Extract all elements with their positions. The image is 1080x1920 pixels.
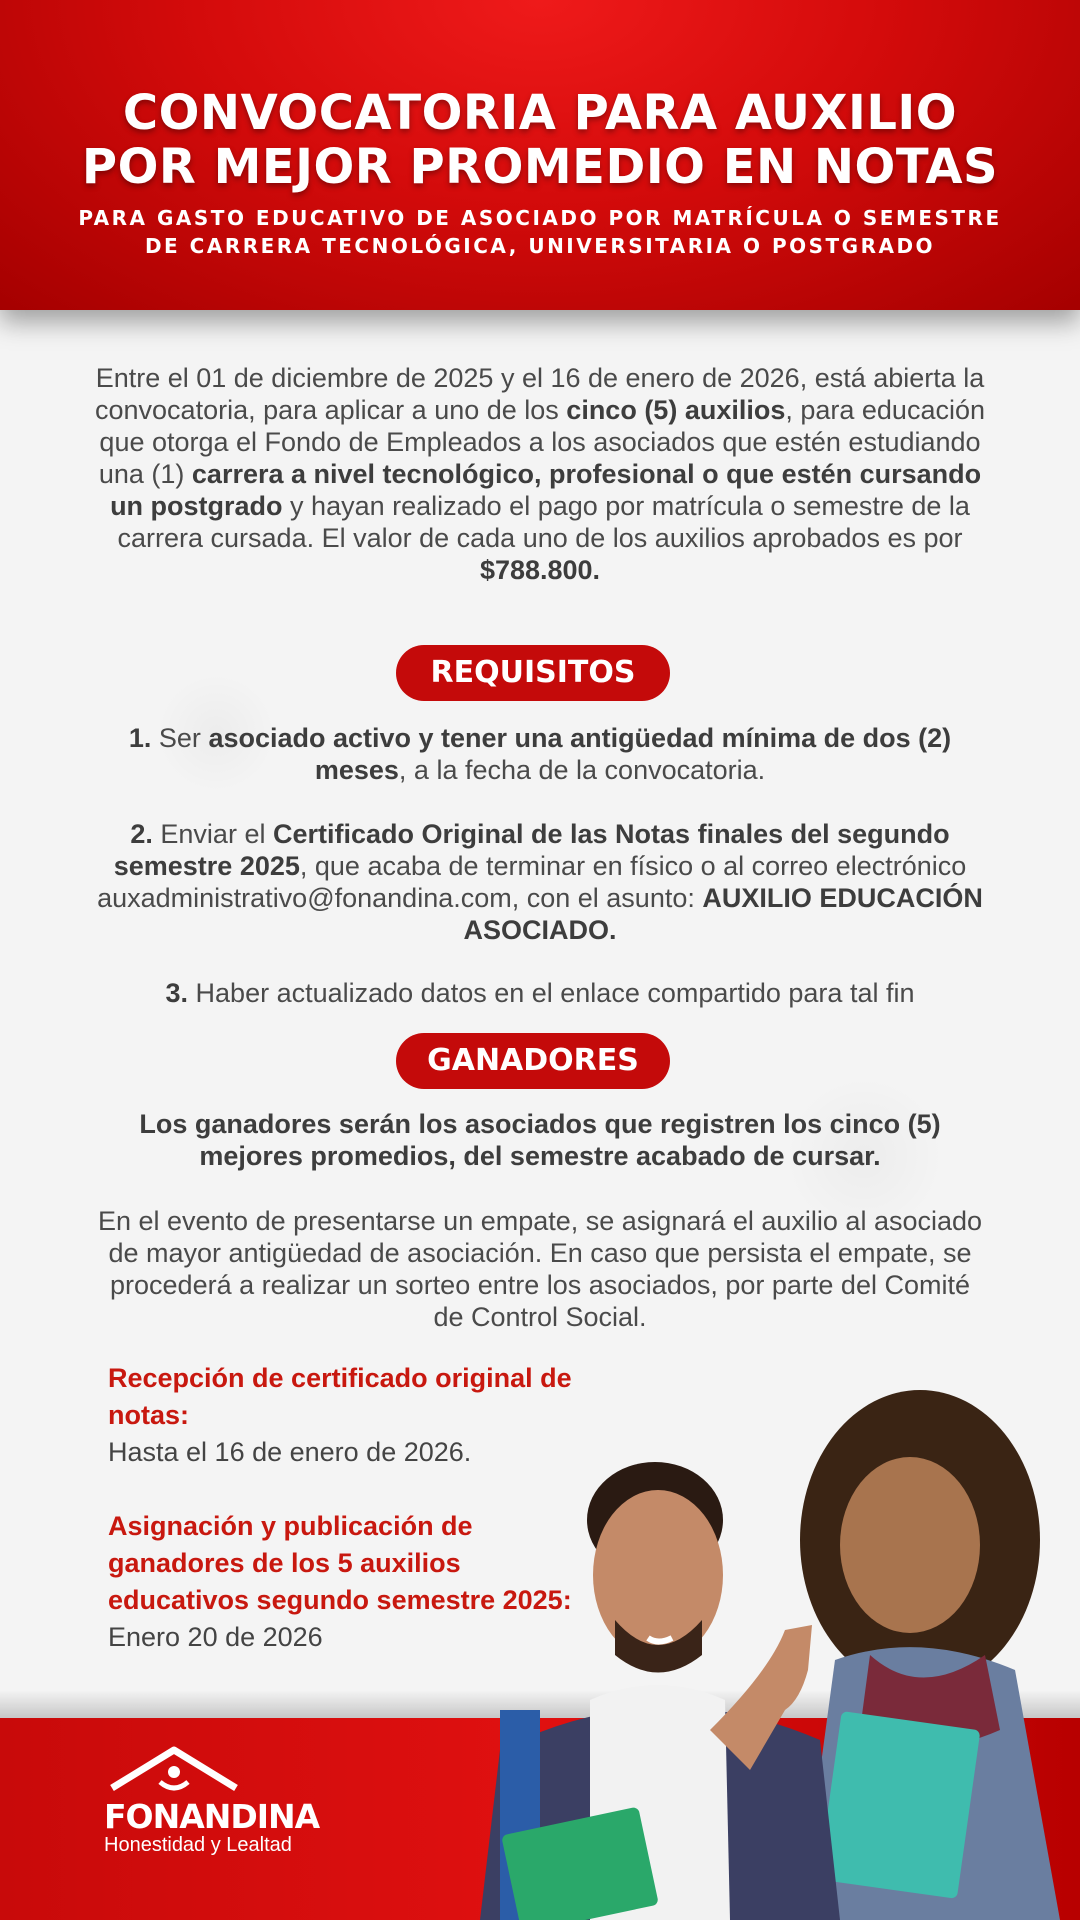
requirement-2-text-c: , que acaba de terminar en físico o al correo electrónico auxadministrativo@fonandina.com, con el asunto: xyxy=(97,851,967,913)
auxilio-amount: $788.800. xyxy=(479,555,601,585)
intro-text-3: y hayan realizado el pago por matrícula o semestre de la carrera cursada. El valor de cada uno de los auxilios aprobados es por xyxy=(117,491,970,553)
requirement-2-text-a: Enviar el xyxy=(152,819,273,849)
logo-tagline: Honestidad y Lealtad xyxy=(104,1834,292,1856)
requirement-2 xyxy=(90,818,990,946)
requirement-1 xyxy=(90,722,990,786)
tie-breaker-paragraph: En el evento de presentarse un empate, se asignará el auxilio al asociado de mayor antigüedad de asociación. En caso que persista el empate, se procederá a realizar un sorteo entre los asociados, por parte del Comité de Control Social. xyxy=(97,1206,983,1332)
student-woman xyxy=(800,1390,1060,1920)
requisitos-heading: REQUISITOS xyxy=(396,645,670,701)
requirement-1-bold: asociado activo y tener una antigüedad mínima de dos (2) meses xyxy=(208,723,952,785)
requirement-2-bold: Certificado Original de las Notas finales del segundo semestre 2025 xyxy=(113,819,950,881)
winners-statement: Los ganadores serán los asociados que registren los cinco (5) mejores promedios, del semestre acabado de cursar. xyxy=(139,1109,941,1171)
logo-brand-name: FONANDINA xyxy=(104,1797,320,1836)
requirement-1-text-a: Ser xyxy=(151,723,209,753)
intro-bold-1: cinco (5) auxilios xyxy=(566,395,786,425)
title-line-1: CONVOCATORIA PARA AUXILIO xyxy=(122,85,958,141)
requirement-1-number: 1. xyxy=(128,723,152,753)
date-2-value: Enero 20 de 2026 xyxy=(108,1622,323,1652)
requirement-3-number: 3. xyxy=(165,978,189,1008)
ganadores-heading: GANADORES xyxy=(396,1033,670,1089)
intro-bold-2: carrera a nivel tecnológico, profesional o que estén cursando un postgrado xyxy=(110,459,982,521)
intro-paragraph xyxy=(95,362,985,586)
page-title xyxy=(0,0,1080,194)
requirement-3-text: Haber actualizado datos en el enlace compartido para tal fin xyxy=(188,978,915,1008)
page-subtitle xyxy=(0,204,1080,260)
date-1-label: Recepción de certificado original de notas: xyxy=(108,1363,572,1430)
fonandina-logo xyxy=(104,1742,320,1857)
date-1-value: Hasta el 16 de enero de 2026. xyxy=(108,1437,472,1467)
student-man xyxy=(480,1462,840,1920)
requirement-2-number: 2. xyxy=(130,819,153,849)
title-line-2: POR MEJOR PROMEDIO EN NOTAS xyxy=(81,139,999,195)
subtitle-line-2: DE CARRERA TECNOLÓGICA, UNIVERSITARIA O POSTGRADO xyxy=(144,234,936,258)
subtitle-line-1: PARA GASTO EDUCATIVO DE ASOCIADO POR MATRÍCULA O SEMESTRE xyxy=(78,206,1002,230)
logo-roof-icon xyxy=(104,1742,244,1792)
header-banner xyxy=(0,0,1080,310)
requirement-3 xyxy=(90,977,990,1009)
intro-text-1: Entre el 01 de diciembre de 2025 y el 16 de enero de 2026, está abierta la convocatoria, para aplicar a uno de los xyxy=(95,363,985,425)
requirement-1-text-c: , a la fecha de la convocatoria. xyxy=(398,755,766,785)
intro-text-2: , para educación que otorga el Fondo de Empleados a los asociados que estén estudiando una (1) xyxy=(98,395,985,489)
students-photo xyxy=(440,1370,1080,1920)
requirement-2-subject: AUXILIO EDUCACIÓN ASOCIADO. xyxy=(463,883,983,945)
date-2-label: Asignación y publicación de ganadores de los 5 auxilios educativos segundo semestre 2025: xyxy=(108,1511,572,1615)
